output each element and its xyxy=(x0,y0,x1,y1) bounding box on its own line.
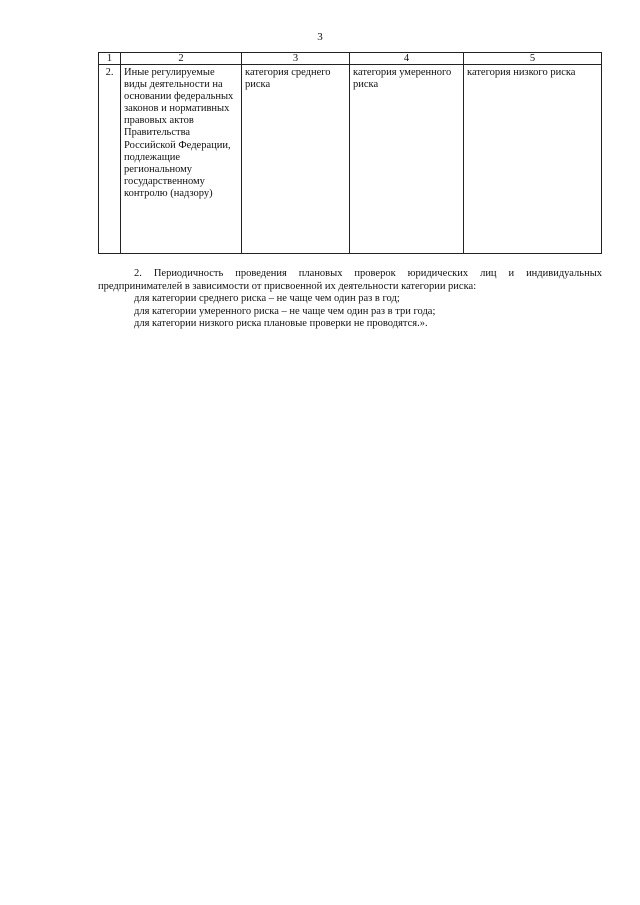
table-header-cell: 4 xyxy=(350,53,464,65)
risk-category-cell: категория среднего риска xyxy=(242,65,350,254)
body-text xyxy=(98,268,602,331)
page-number: 3 xyxy=(317,31,323,43)
risk-category-cell: категория низкого риска xyxy=(464,65,602,254)
list-item: для категории умеренного риска – не чаще чем один раз в три года; xyxy=(134,305,436,317)
risk-category-table xyxy=(98,52,602,254)
table-header-cell: 3 xyxy=(242,53,350,65)
row-number-cell: 2. xyxy=(99,65,121,254)
activity-type-cell: Иные регулируемые виды деятельности на основании федеральных законов и нормативных правовых актов Правительства Российской Федерации, подлежащие региональному государственному контролю (надзору) xyxy=(121,65,242,254)
table-header-cell: 1 xyxy=(99,53,121,65)
list-item: для категории среднего риска – не чаще чем один раз в год; xyxy=(134,293,400,305)
list-item: для категории низкого риска плановые проверки не проводятся.». xyxy=(134,318,428,330)
inspection-frequency-paragraph: 2. Периодичность проведения плановых проверок юридических лиц и индивидуальных предпринимателей в зависимости от присвоенной их деятельности категории риска: xyxy=(98,268,602,292)
table-row xyxy=(99,65,602,254)
table-header-cell: 2 xyxy=(121,53,242,65)
table-header-cell: 5 xyxy=(464,53,602,65)
table-header-row xyxy=(99,53,602,65)
risk-category-cell: категория умеренного риска xyxy=(350,65,464,254)
